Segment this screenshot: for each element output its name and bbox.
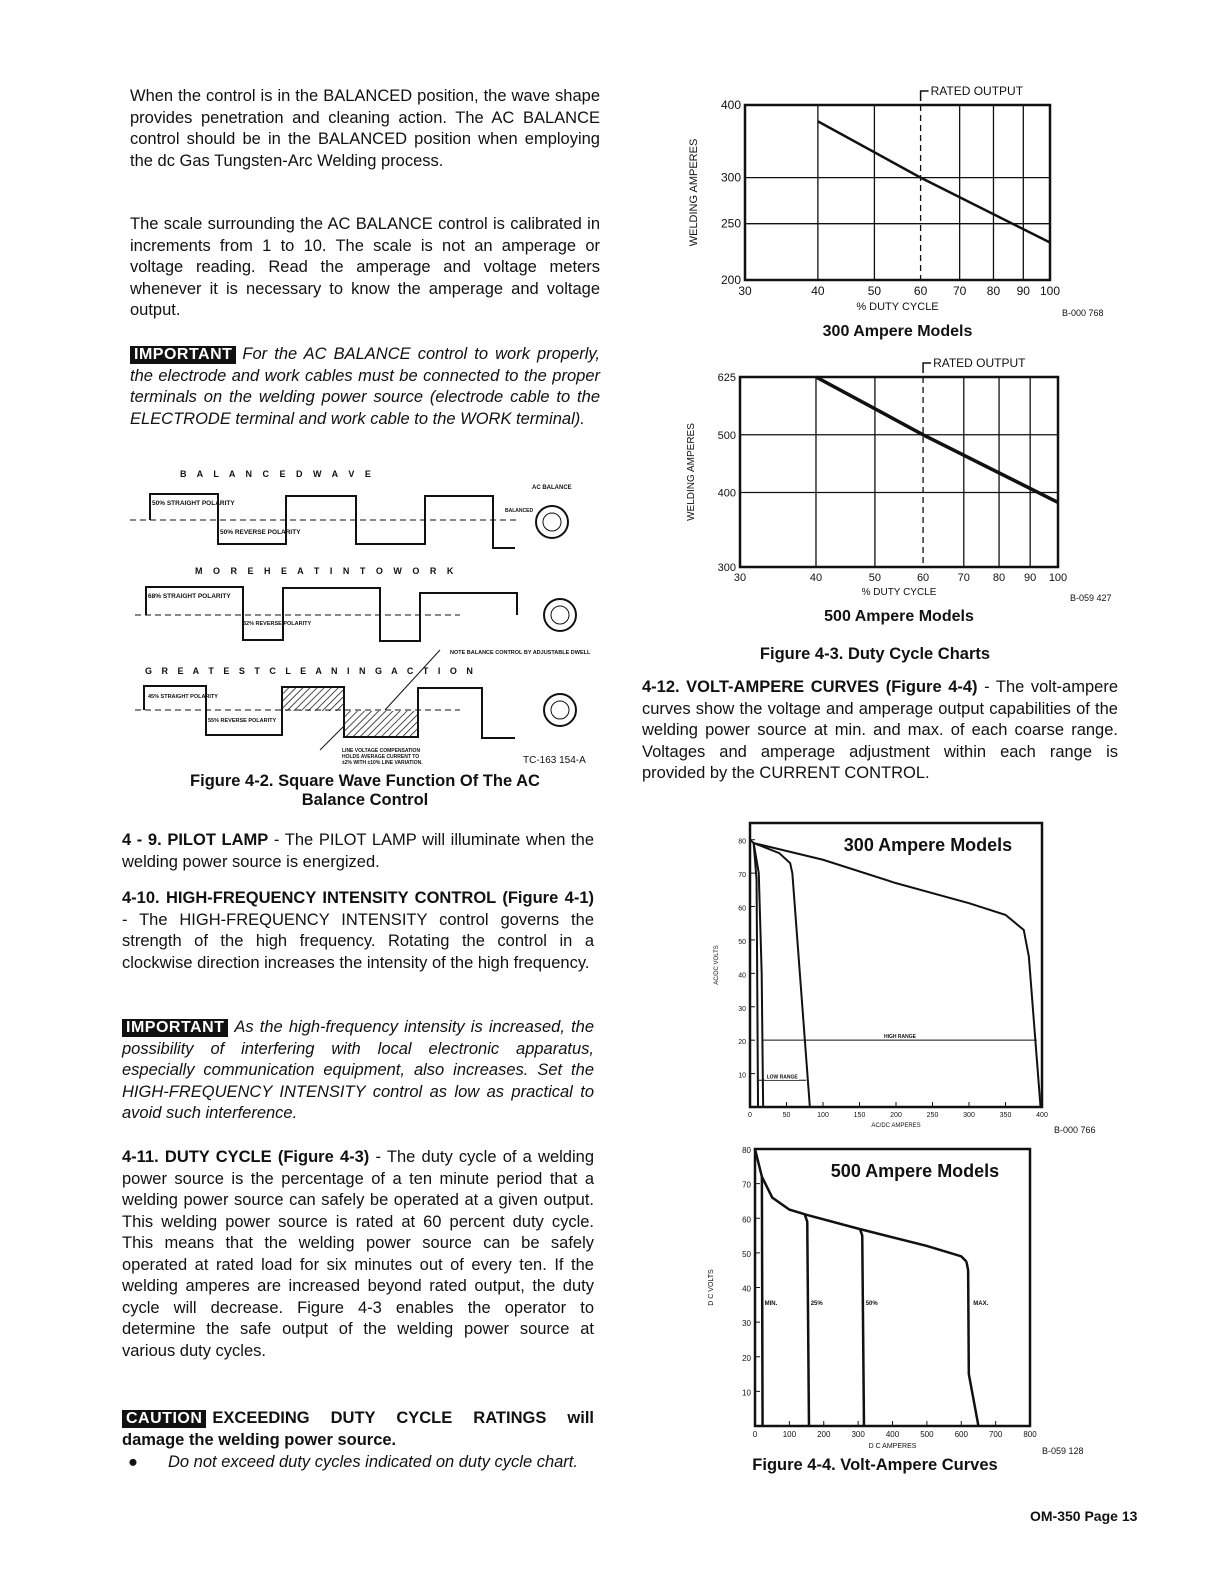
note-line-1: LINE VOLTAGE COMPENSATION (342, 748, 421, 754)
section-heading: 4-12. VOLT-AMPERE CURVES (Figure 4-4) (642, 678, 978, 696)
section-heading: 4 - 9. PILOT LAMP (122, 831, 269, 849)
x-tick-label: 100 (817, 1112, 829, 1119)
row1-sp: 50% STRAIGHT POLARITY (152, 500, 235, 507)
x-tick-label: 50 (867, 284, 882, 298)
section-text: - The PILOT LAMP will illuminate when the welding power source is energized. (122, 831, 594, 871)
section-4-12 (642, 677, 1118, 785)
y-tick-label: 625 (717, 372, 736, 384)
section-4-11 (122, 1147, 594, 1362)
y-tick-label: 250 (720, 216, 741, 231)
x-tick-label: 600 (954, 1430, 968, 1439)
y-tick-label: 10 (742, 1388, 751, 1398)
x-tick-label: 90 (1024, 572, 1037, 584)
x-tick-label: 60 (913, 284, 928, 298)
balance-knob-icon (544, 694, 576, 726)
rated-output-marker (921, 91, 929, 101)
chart-code: B-000 766 (1054, 1125, 1096, 1135)
series-line-duty (816, 377, 1058, 502)
balance-knob-icon (544, 599, 576, 631)
bullet-item (128, 1452, 594, 1474)
x-tick-label: 400 (885, 1430, 900, 1439)
x-tick-label: 50 (868, 572, 882, 584)
paragraph-balanced: When the control is in the BALANCED position, the wave shape provides penetration and cleaning action. The AC BALANCE control should be in the BALANCED position when employing the dc Gas Tungsten-Arc Welding process. (130, 87, 600, 170)
y-tick-label: 70 (742, 1180, 751, 1190)
rated-output-label: RATED OUTPUT (933, 356, 1026, 370)
caption-line: Balance Control (301, 791, 429, 809)
y-tick-label: 200 (720, 273, 741, 287)
plot-frame (755, 1149, 1030, 1426)
y-tick-label: 40 (742, 1284, 751, 1294)
note-dwell: NOTE BALANCE CONTROL BY ADJUSTABLE DWELL (450, 650, 591, 656)
paragraph-scale: The scale surrounding the AC BALANCE control is calibrated in increments from 1 to 10. The scale is not an amperage or voltage reading. Read the amperage and voltage meters whenever it is necessary to know the amperage and voltage output. (130, 215, 600, 319)
section-heading: 4-10. HIGH-FREQUENCY INTENSITY CONTROL (Figure 4-1) (122, 889, 594, 907)
x-tick-label: 350 (999, 1112, 1012, 1119)
chart-code: B-059 128 (1042, 1446, 1084, 1456)
y-tick-label: 30 (738, 1005, 746, 1013)
x-tick-label: 70 (952, 284, 967, 298)
x-tick-label: 700 (988, 1430, 1003, 1439)
chart-code: B-059 427 (1070, 593, 1112, 603)
y-axis-label: WELDING AMPERES (686, 423, 697, 521)
curve-label: MIN. (764, 1300, 778, 1307)
y-tick-label: 20 (738, 1039, 746, 1047)
y-tick-label: 80 (742, 1146, 751, 1155)
important-note-2 (122, 1017, 594, 1125)
section-text: - The duty cycle of a welding power source is the percentage of a ten minute period that a welding power source can safely be operated at a given output. This welding power source is rated at 60 percent duty cycle. This means that the welding power source can be safely operated at rated load for six minutes out of every ten. If the welding amperes are increased beyond rated output, the duty cycle will decrease. Figure 4-3 enables the operator to determine the safe output of the welding power source at various duty cycles. (122, 1148, 594, 1360)
y-tick-label: 50 (742, 1249, 751, 1259)
x-tick-label: 500 (920, 1430, 934, 1439)
row3-title: G R E A T E S T C L E A N I N G A C T I O N (145, 666, 477, 676)
x-tick-label: 0 (748, 1112, 752, 1119)
y-tick-label: 300 (717, 562, 736, 574)
plot-frame (745, 105, 1050, 280)
y-tick-label: 60 (742, 1215, 751, 1225)
section-text: - The volt-ampere curves show the voltage and amperage output capabilities of the welding power source at min. and max. of each coarse range. Voltages and amperage adjustment within each range is provided by the CURRENT CONTROL. (642, 678, 1118, 782)
series-line-min (762, 1177, 763, 1426)
square-wave-figure (120, 460, 610, 770)
x-axis-label: % DUTY CYCLE (856, 301, 939, 313)
caution-text: EXCEEDING DUTY CYCLE RATINGS will damage the welding power source. (122, 1409, 594, 1449)
important-text: For the AC BALANCE control to work properly, the electrode and work cables must be connected to the proper terminals on the welding power source (electrode cable to the ELECTRODE terminal and work cable to the WORK terminal). (130, 345, 600, 428)
rated-output-marker (923, 363, 931, 373)
knob-balanced: BALANCED (505, 508, 534, 514)
y-tick-label: 80 (738, 838, 746, 846)
y-tick-label: 20 (742, 1353, 751, 1363)
duty-cycle-chart-300 (680, 75, 1120, 340)
note-line-2: HOLDS AVERAGE CURRENT TO (342, 754, 420, 760)
duty-cycle-chart-500 (680, 335, 1120, 625)
chart-code: B-000 768 (1062, 308, 1104, 318)
section-heading: 4-11. DUTY CYCLE (Figure 4-3) (122, 1148, 370, 1166)
important-badge: IMPORTANT (130, 346, 236, 364)
y-tick-label: 300 (720, 170, 741, 185)
row3-rp: 55% REVERSE POLARITY (208, 718, 277, 724)
bullet-icon: ● (128, 1453, 138, 1471)
y-tick-label: 30 (742, 1319, 751, 1329)
range-label: HIGH RANGE (884, 1034, 916, 1041)
y-tick-label: 500 (717, 429, 736, 442)
x-tick-label: 100 (782, 1430, 797, 1439)
x-tick-label: 40 (811, 284, 825, 298)
range-label: LOW RANGE (766, 1074, 798, 1081)
series-line-duty (818, 121, 1050, 242)
chart-title: 500 Ampere Models (824, 608, 974, 625)
x-tick-label: 200 (817, 1430, 831, 1439)
x-tick-label: 400 (1036, 1112, 1048, 1119)
x-tick-label: 100 (1039, 284, 1061, 298)
section-4-9 (122, 830, 594, 873)
volt-ampere-chart-500 (690, 1130, 1130, 1456)
x-tick-label: 800 (1023, 1430, 1037, 1439)
x-tick-label: 80 (992, 572, 1006, 584)
x-tick-label: 250 (926, 1112, 939, 1119)
row3-sp: 45% STRAIGHT POLARITY (148, 694, 218, 700)
series-line-25% (805, 1215, 809, 1426)
important-note-1 (130, 344, 600, 430)
volt-ampere-chart-300 (690, 810, 1130, 1135)
x-tick-label: 90 (1016, 284, 1030, 298)
x-tick-label: 50 (782, 1112, 791, 1119)
y-tick-label: 10 (738, 1072, 746, 1080)
x-tick-label: 300 (963, 1112, 975, 1119)
chart-title: 500 Ampere Models (830, 1161, 1000, 1181)
knob-label: AC BALANCE (532, 485, 572, 491)
chart-title: 300 Ampere Models (843, 835, 1013, 855)
figure-code: TC-163 154-A (523, 755, 586, 766)
x-tick-label: 30 (733, 572, 747, 584)
y-axis-label: D C VOLTS (708, 1269, 715, 1306)
y-tick-label: 70 (738, 872, 746, 880)
series-line-high-max (754, 843, 1041, 1107)
important-text: As the high-frequency intensity is increased, the possibility of interfering with local electronic apparatus, especially communication equipment, also increases. Set the HIGH-FREQUENCY INTENSITY control as low as practical to avoid such interference. (122, 1018, 594, 1122)
balance-knob-icon (536, 506, 568, 538)
row2-rp: 32% REVERSE POLARITY (243, 621, 312, 627)
rated-output-label: RATED OUTPUT (930, 84, 1024, 98)
x-axis-label: AC/DC AMPERES (871, 1123, 921, 1129)
x-tick-label: 60 (916, 572, 930, 584)
figure-4-2-caption (130, 772, 600, 810)
plot-frame (740, 377, 1058, 567)
x-tick-label: 200 (890, 1112, 902, 1119)
y-tick-label: 40 (738, 972, 746, 980)
row2-title: M O R E H E A T I N T O W O R K (195, 566, 458, 576)
y-tick-label: 400 (720, 98, 741, 112)
y-tick-label: 50 (738, 938, 746, 946)
x-tick-label: 150 (853, 1112, 866, 1119)
x-tick-label: 80 (986, 284, 1001, 298)
x-axis-label: % DUTY CYCLE (861, 587, 937, 598)
caption-line: Figure 4-2. Square Wave Function Of The AC (190, 772, 540, 790)
x-tick-label: 70 (957, 572, 970, 584)
note-line-3: ±2% WITH ±10% LINE VARIATION. (342, 760, 423, 766)
caution-note (122, 1408, 594, 1451)
caution-badge: CAUTION (122, 1410, 206, 1428)
important-badge: IMPORTANT (122, 1019, 228, 1037)
row1-title: B A L A N C E D W A V E (180, 469, 375, 479)
y-tick-label: 400 (717, 487, 736, 500)
section-text: - The HIGH-FREQUENCY INTENSITY control governs the strength of the high frequency. Rotating the control in a clockwise direction increases the intensity of the high frequency. (122, 910, 594, 972)
bullet-text: Do not exceed duty cycles indicated on duty cycle chart. (168, 1453, 578, 1471)
figure-4-4-caption: Figure 4-4. Volt-Ampere Curves (752, 1456, 998, 1474)
curve-label: 50% (865, 1300, 878, 1307)
figure-4-3-caption: Figure 4-3. Duty Cycle Charts (759, 645, 991, 663)
x-tick-label: 30 (738, 284, 752, 298)
x-axis-label: D C AMPERES (868, 1443, 917, 1450)
chart-title: 300 Ampere Models (822, 323, 973, 340)
series-line-50% (860, 1229, 864, 1426)
page-footer: OM-350 Page 13 (1030, 1508, 1138, 1524)
y-tick-label: 60 (738, 905, 746, 913)
curve-label: MAX. (973, 1300, 989, 1307)
series-line-max (966, 1262, 978, 1426)
x-tick-label: 100 (1048, 572, 1068, 584)
row1-rp: 50% REVERSE POLARITY (220, 529, 301, 536)
curve-label: 25% (810, 1300, 823, 1307)
row2-sp: 68% STRAIGHT POLARITY (148, 593, 231, 600)
plot-frame (750, 823, 1042, 1107)
x-tick-label: 40 (809, 572, 823, 584)
x-tick-label: 300 (851, 1430, 865, 1439)
section-4-10 (122, 888, 594, 974)
x-tick-label: 0 (752, 1430, 758, 1439)
y-axis-label: WELDING AMPERES (688, 138, 700, 247)
y-axis-label: AC/DC VOLTS (714, 945, 720, 985)
